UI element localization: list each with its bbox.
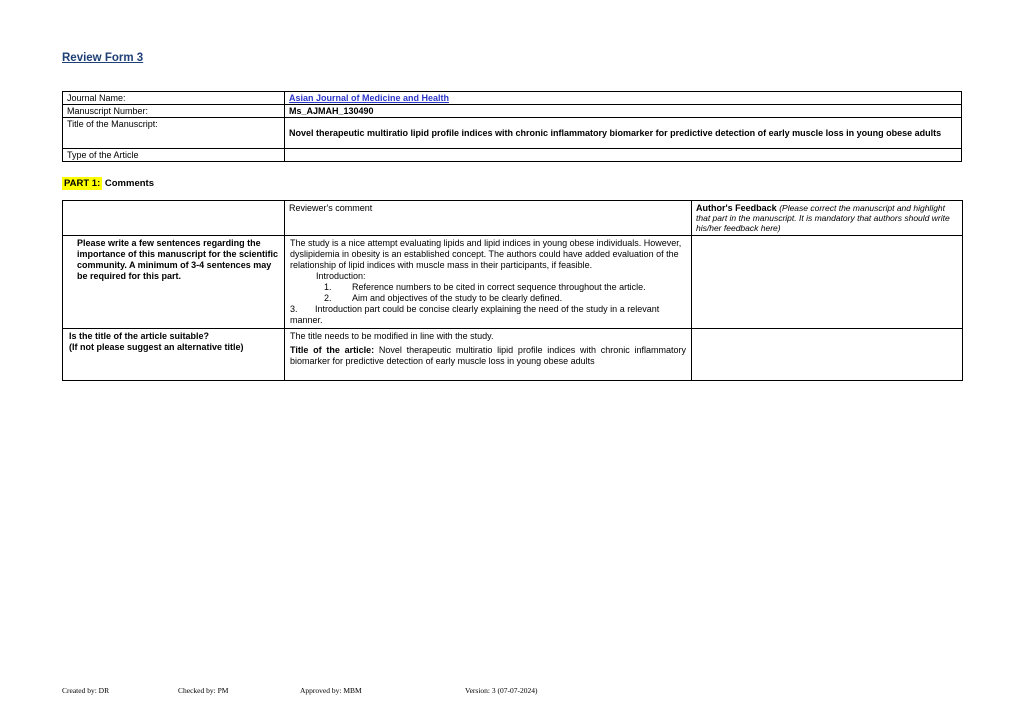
reviewer-comment-header: Reviewer's comment	[285, 201, 692, 236]
numbered-item	[290, 293, 686, 304]
page-title: Review Form 3	[62, 52, 144, 64]
table-row	[63, 105, 962, 118]
question-title-suitable	[63, 329, 285, 381]
item-number: 3.	[290, 304, 298, 314]
part1-highlight-label: PART 1:	[64, 178, 101, 189]
footer-approved-by: Approved by: MBM	[300, 686, 362, 695]
item-text: Aim and objectives of the study to be clearly defined.	[352, 293, 563, 303]
manuscript-title-label: Title of the Manuscript:	[63, 118, 285, 149]
comment-intro-paragraph: The study is a nice attempt evaluating lipids and lipid indices in young obese individuals. However, dyslipidemia in obesity is an established concept. The authors could have added evaluation of the relationship of lipid indices with muscle mass in their participants, if feasible.	[290, 238, 682, 270]
question-line: (If not please suggest an alternative title)	[69, 342, 244, 352]
article-type-label: Type of the Article	[63, 149, 285, 162]
question-line: Is the title of the article suitable?	[69, 331, 210, 341]
article-type-value[interactable]	[285, 149, 962, 162]
suggested-title-paragraph	[290, 345, 686, 367]
table-row	[63, 329, 963, 381]
comments-header-row	[63, 201, 963, 236]
question-importance: Please write a few sentences regarding the importance of this manuscript for the scientific community. A minimum of 3-4 sentences may be required for this part.	[63, 236, 285, 329]
item-number: 2.	[324, 293, 332, 303]
table-row	[63, 149, 962, 162]
manuscript-info-table	[62, 91, 962, 162]
item-number: 1.	[324, 282, 332, 292]
author-feedback-cell[interactable]	[692, 236, 963, 329]
numbered-item	[290, 304, 686, 326]
author-feedback-header	[692, 201, 963, 236]
comments-table	[62, 200, 963, 381]
reviewer-comment-title	[285, 329, 692, 381]
comment-subheading: Introduction:	[316, 271, 366, 281]
manuscript-number-label: Manuscript Number:	[63, 105, 285, 118]
comment-line: The title needs to be modified in line with the study.	[290, 331, 494, 341]
footer-created-by: Created by: DR	[62, 686, 110, 695]
author-feedback-cell[interactable]	[692, 329, 963, 381]
author-feedback-header-title: Author's Feedback	[696, 203, 777, 213]
journal-name-cell	[285, 92, 962, 105]
part1-heading-text: Comments	[104, 178, 154, 189]
author-feedback-header-note: (Please correct the manuscript and highlight that part in the manuscript. It is mandatory that authors should write his/her feedback here)	[696, 203, 950, 233]
table-row	[63, 92, 962, 105]
title-label: Title of the article:	[290, 345, 375, 355]
manuscript-number-value: Ms_AJMAH_130490	[285, 105, 962, 118]
footer-checked-by: Checked by: PM	[178, 686, 229, 695]
title-text: Novel therapeutic multiratio lipid profile indices with chronic inflammatory biomarker for predictive detection of early muscle loss in young obese adults	[290, 345, 686, 366]
header-blank-cell	[63, 201, 285, 236]
numbered-item	[290, 282, 686, 293]
table-row	[63, 236, 963, 329]
journal-name-label: Journal Name:	[63, 92, 285, 105]
manuscript-title-value: Novel therapeutic multiratio lipid profile indices with chronic inflammatory biomarker for predictive detection of early muscle loss in young obese adults	[285, 118, 962, 149]
item-text: Reference numbers to be cited in correct sequence throughout the article.	[352, 282, 646, 292]
item-text: Introduction part could be concise clearly explaining the need of the study in a relevant manner.	[290, 304, 660, 325]
journal-name-link[interactable]: Asian Journal of Medicine and Health	[289, 93, 450, 103]
reviewer-comment-importance	[285, 236, 692, 329]
table-row	[63, 118, 962, 149]
footer-version: Version: 3 (07-07-2024)	[465, 686, 538, 695]
part1-heading	[62, 178, 154, 189]
